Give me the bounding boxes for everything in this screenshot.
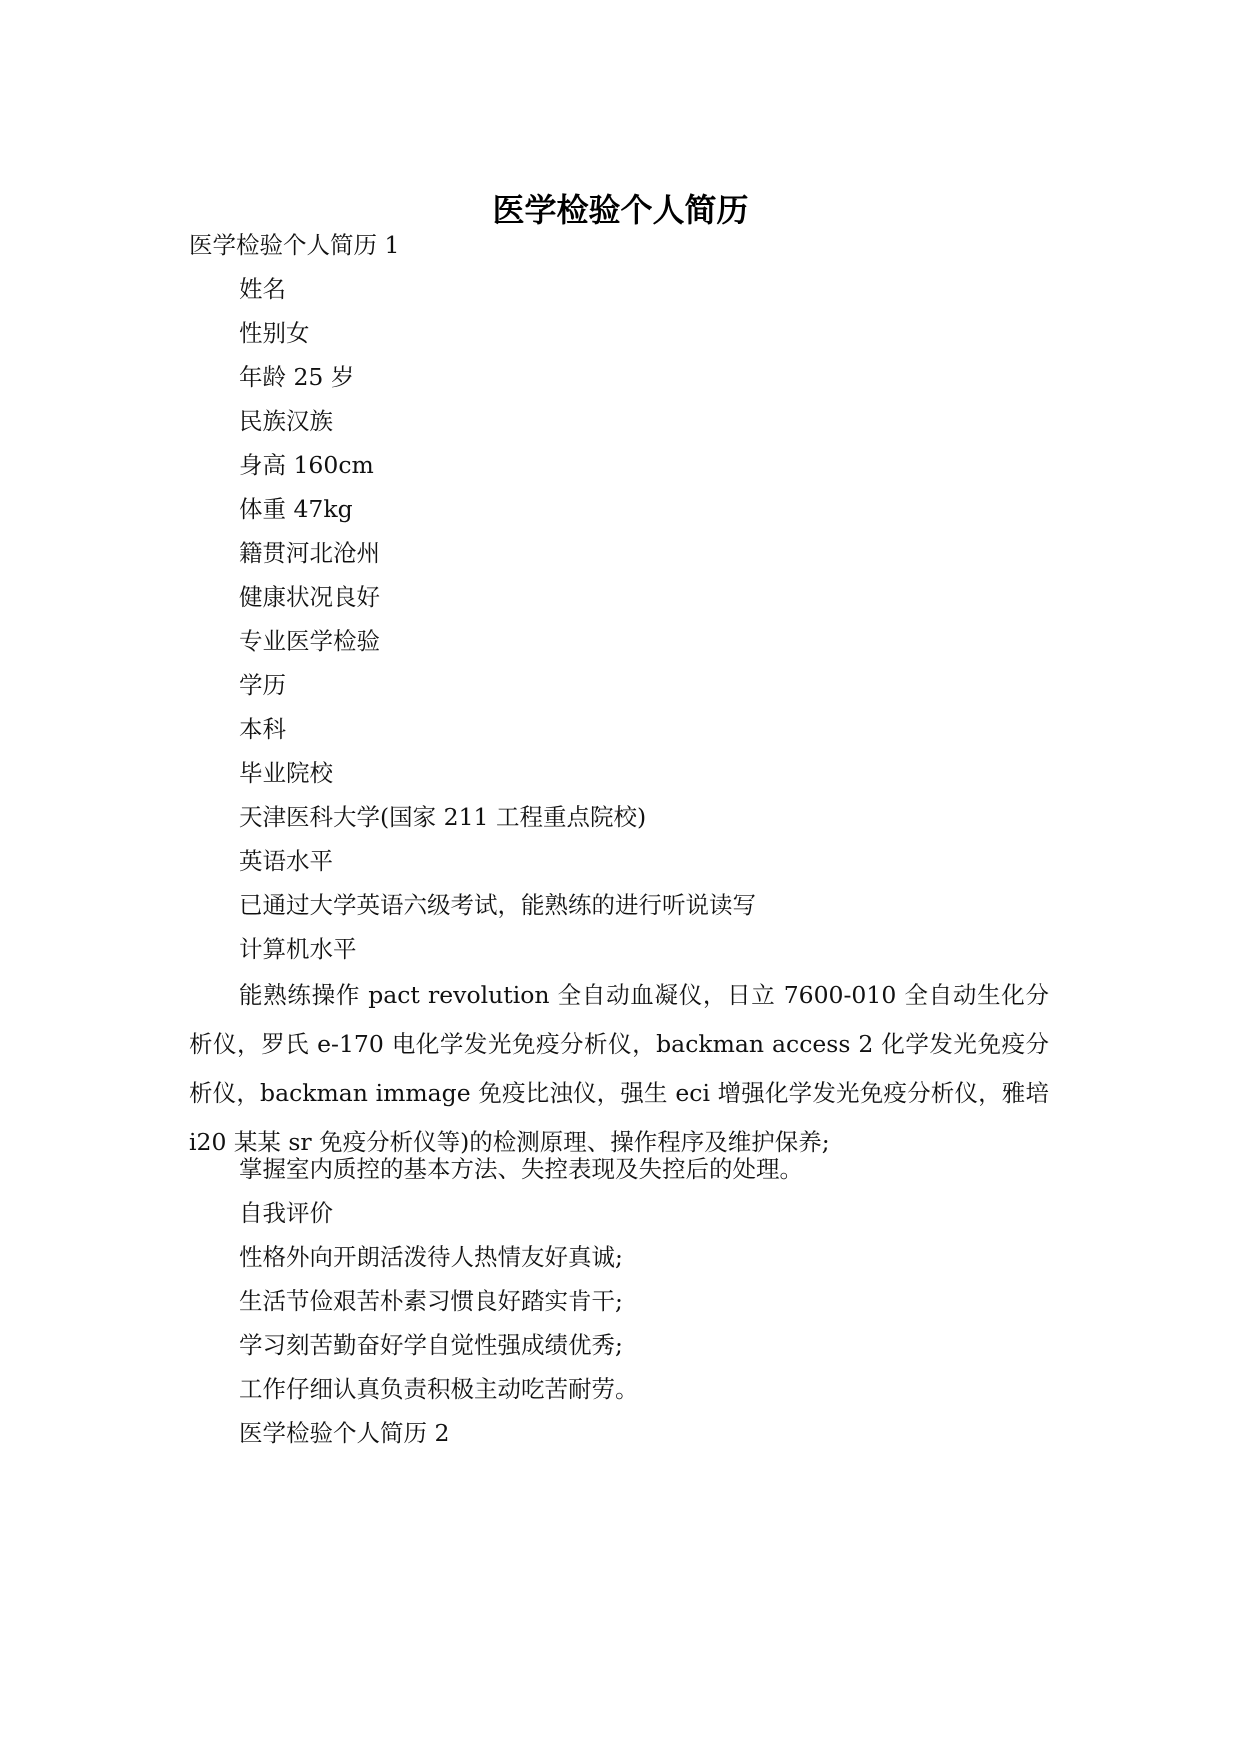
label-school: 毕业院校 — [239, 759, 333, 787]
computer-skills-paragraph: 能熟练操作 pact revolution 全自动血凝仪，日立 7600-010 全自动生化分析仪，罗氏 e-170 电化学发光免疫分析仪，backman access 2 化学发光免疫分析仪，backman immage 免疫比浊仪，强生 eci 增强化学发光免疫分析仪，雅培 i20 某某 sr 免疫分析仪等)的检测原理、操作程序及维护保养; — [189, 981, 1049, 1156]
section-heading-1: 医学检验个人简历 1 — [189, 231, 400, 259]
self-evaluation-study: 学习刻苦勤奋好学自觉性强成绩优秀; — [239, 1331, 623, 1359]
field-age: 年龄 25 岁 — [239, 363, 355, 391]
document-title: 医学检验个人简历 — [492, 191, 749, 229]
label-self-evaluation: 自我评价 — [239, 1199, 333, 1227]
value-english: 已通过大学英语六级考试，能熟练的进行听说读写 — [239, 891, 756, 919]
label-computer: 计算机水平 — [239, 935, 357, 963]
self-evaluation-work: 工作仔细认真负责积极主动吃苦耐劳。 — [239, 1375, 639, 1403]
quality-control-line: 掌握室内质控的基本方法、失控表现及失控后的处理。 — [239, 1155, 803, 1183]
field-major: 专业医学检验 — [239, 627, 380, 655]
value-education: 本科 — [239, 715, 286, 743]
self-evaluation-life: 生活节俭艰苦朴素习惯良好踏实肯干; — [239, 1287, 623, 1315]
field-weight: 体重 47kg — [239, 495, 353, 523]
field-name: 姓名 — [239, 275, 286, 303]
field-gender: 性别女 — [239, 319, 310, 347]
value-school: 天津医科大学(国家 211 工程重点院校) — [239, 803, 647, 831]
field-height: 身高 160cm — [239, 451, 374, 479]
label-education: 学历 — [239, 671, 286, 699]
label-english: 英语水平 — [239, 847, 333, 875]
section-heading-2: 医学检验个人简历 2 — [239, 1419, 450, 1447]
self-evaluation-personality: 性格外向开朗活泼待人热情友好真诚; — [239, 1243, 623, 1271]
field-ethnicity: 民族汉族 — [239, 407, 333, 435]
field-health: 健康状况良好 — [239, 583, 380, 611]
field-hometown: 籍贯河北沧州 — [239, 539, 380, 567]
